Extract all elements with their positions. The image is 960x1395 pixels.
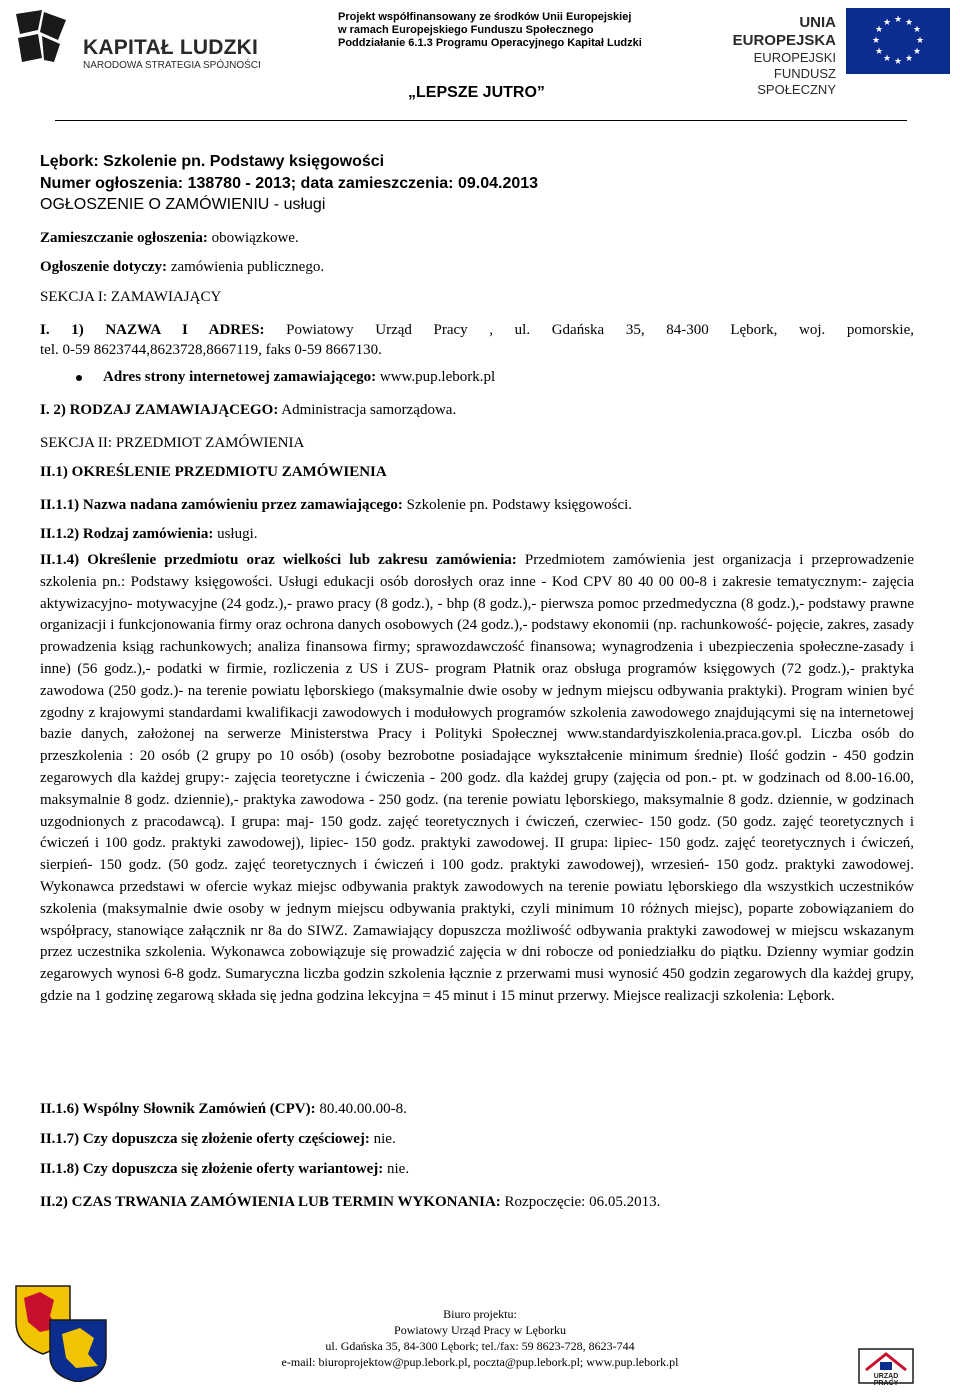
- order-duration-value: Rozpoczęcie: 06.05.2013.: [500, 1194, 661, 1210]
- notice-concerns-value: zamówienia publicznego.: [167, 259, 325, 275]
- order-name-value: Szkolenie pn. Podstawy księgowości.: [402, 497, 633, 513]
- pomorskie-coat-of-arms-icon: [10, 1282, 110, 1382]
- kapital-ludzki-subtitle: NARODOWA STRATEGIA SPÓJNOŚCI: [83, 60, 261, 71]
- variant-offers-value: nie.: [383, 1161, 410, 1177]
- posting-mandatory-value: obowiązkowe.: [207, 230, 299, 246]
- contracting-authority-name: [40, 322, 914, 339]
- website-label: Adres strony internetowej zamawiającego:: [103, 369, 377, 385]
- svg-text:★: ★: [904, 18, 914, 28]
- kapital-ludzki-emblem-icon: [8, 6, 72, 66]
- eu-logo-text: [700, 14, 836, 98]
- svg-text:★: ★: [912, 47, 922, 57]
- section-2-heading: SEKCJA II: PRZEDMIOT ZAMÓWIENIA: [40, 435, 305, 451]
- notice-type: OGŁOSZENIE O ZAMÓWIENIU - usługi: [40, 196, 326, 213]
- cpv-code-label: II.1.6) Wspólny Słownik Zamówień (CPV):: [40, 1101, 316, 1117]
- partial-offers-value: nie.: [369, 1131, 396, 1147]
- eu-line-2: EUROPEJSKI: [753, 50, 836, 65]
- bullet-dot-icon: [76, 375, 82, 381]
- notice-concerns: [40, 259, 324, 276]
- website-link[interactable]: www.pup.lebork.pl: [376, 369, 496, 385]
- order-name-label: II.1.1) Nazwa nadana zamówieniu przez zamawiającego:: [40, 497, 403, 513]
- svg-text:★: ★: [882, 54, 892, 64]
- svg-text:★: ★: [882, 18, 892, 28]
- svg-text:★: ★: [874, 47, 884, 57]
- notice-title: Lębork: Szkolenie pn. Podstawy księgowości: [40, 153, 385, 170]
- order-description-label: II.1.4) Określenie przedmiotu oraz wielkości lub zakresu zamówienia:: [40, 552, 517, 568]
- project-office-footer: [240, 1306, 720, 1370]
- order-name: [40, 497, 632, 514]
- notice-concerns-label: Ogłoszenie dotyczy:: [40, 259, 168, 275]
- cofinancing-line-2: w ramach Europejskiego Funduszu Społecznego: [338, 24, 594, 36]
- footer-line-4: e-mail: biuroprojektow@pup.lebork.pl, poczta@pup.lebork.pl; www.pup.lebork.pl: [281, 1355, 679, 1369]
- partial-offers: [40, 1131, 396, 1148]
- eu-line-3: FUNDUSZ SPOŁECZNY: [757, 66, 836, 97]
- order-kind-label: II.1.2) Rodzaj zamówienia:: [40, 526, 214, 542]
- section-1-heading: SEKCJA I: ZAMAWIAJĄCY: [40, 289, 222, 305]
- contracting-authority-type-label: I. 2) RODZAJ ZAMAWIAJĄCEGO:: [40, 402, 279, 418]
- contracting-authority-type: [40, 402, 456, 419]
- footer-line-1: Biuro projektu:: [443, 1307, 517, 1321]
- website-row: [103, 369, 495, 386]
- svg-text:★: ★: [912, 25, 922, 35]
- order-kind-value: usługi.: [213, 526, 258, 542]
- svg-text:★: ★: [893, 57, 903, 67]
- cofinancing-note: [338, 11, 642, 50]
- variant-offers: [40, 1161, 409, 1178]
- order-duration-label: II.2) CZAS TRWANIA ZAMÓWIENIA LUB TERMIN WYKONANIA:: [40, 1194, 501, 1210]
- svg-text:★: ★: [915, 36, 925, 46]
- cpv-code: [40, 1101, 407, 1118]
- partial-offers-label: II.1.7) Czy dopuszcza się złożenie oferty częściowej:: [40, 1131, 370, 1147]
- kapital-ludzki-logo: [8, 6, 308, 70]
- order-kind: [40, 526, 258, 543]
- section-2-1-heading: II.1) OKREŚLENIE PRZEDMIOTU ZAMÓWIENIA: [40, 464, 387, 480]
- variant-offers-label: II.1.8) Czy dopuszcza się złożenie oferty wariantowej:: [40, 1161, 384, 1177]
- notice-number: Numer ogłoszenia: 138780 - 2013; data zamieszczenia: 09.04.2013: [40, 175, 539, 192]
- order-description-value: Przedmiotem zamówienia jest organizacja i przeprowadzenie szkolenia pn.: Podstawy księgowości. Usługi edukacji osób dorosłych oraz inne - Kod CPV 80 40 00 00-8 i zakresie tematycznym:- zajęcia aktywizacyjno- motywacyjne (24 godz.),- prawo pracy (8 godz.), - bhp (8 godz.),- pierwsza pomoc przedmedyczna (8 godz.),- podstawy prawne organizacji i funkcjonowania firmy oraz ochrona danych osobowych (24 godz.),- podstawy ekonomii (np. rachunkowość- pojęcie, zakres, zasady prowadzenia ksiąg rachunkowych; analiza finansowa firmy; sprawozdawczość finansowa; wynagrodzenia i ubezpieczenia społeczne-zasady i inne) (56 godz.),- podatki w firmie, rozliczenia z US i ZUS- program Płatnik oraz obsługa programów księgowych (72 godz.),- praktyka zawodowa (250 godz.)- na terenie powiatu lęborskiego (maksymalnie dwie osoby w jednym miejscu odbywania praktyki). Program winien być zgodny z krajowymi standardami kwalifikacji zawodowych i modułowych programów szkolenia zawodowego znajdującymi się na internetowej bazie danych, założonej na serwerze Ministerstwa Pracy i Polityki Społecznej www.standardyiszkolenia.praca.gov.pl. Liczba osób do przeszkolenia : 20 osób (2 grupy po 10 osób) (osoby bezrobotne posiadające wykształcenie minimum średnie) Ilość godzin - 450 godzin zegarowych dla każdej grupy:- zajęcia teoretyczne i ćwiczenia - 200 godz. dla każdej grupy (zajęcia od pon.- pt. w godzinach od 8.00-16.00, maksymalnie 8 godz. dziennie),- praktyka zawodowa - 250 godz. (na terenie powiatu lęborskiego, maksymalnie 8 godz. dziennie, w godzinach uzgodnionych z pracodawcą). I grupa: maj- 150 godz. zajęć teoretycznych i ćwiczeń, czerwiec- 150 godz. (50 godz. zajęć teoretycznych i ćwiczeń i 100 godz. praktyki zawodowej), lipiec- 150 godz. praktyki zawodowej. II grupa: lipiec- 150 godz. zajęć teoretycznych i ćwiczeń, sierpień- 150 godz. (50 godz. zajęć teoretycznych i ćwiczeń i 100 godz. praktyki zawodowej), wrzesień- 150 godz. praktyki zawodowej. Wykonawca przedstawi w ofercie wykaz miejsc odbywania praktyk zawodowych na terenie powiatu lęborskiego dla wszystkich uczestników szkolenia (maksymalnie dwie osoby w jednym miejscu odbywania praktyki, czyli minimum 10 różnych miejsc), poparte zobowiązaniem do współpracy, stanowiące załącznik nr 8a do SIWZ. Zamawiający dopuszcza możliwość odbywania praktyki zawodowej w miejscu wskazanym przez uczestnika szkolenia. Wykonawca zobowiązuje się prowadzić zajęcia w dni robocze od poniedziałku do piątku. Dzienny wymiar godzin zegarowych wynosi 6-8 godz. Sumaryczna liczba godzin szkolenia łącznie z przerwami musi wynosić 450 godzin zegarowych dla każdej grupy, gdzie na 1 godzinę zegarową składa się jedna godzina lekcyjna = 45 minut i 15 minut przerwy. Miejsce realizacji szkolenia: Lębork.: [40, 552, 914, 1004]
- footer-line-2: Powiatowy Urząd Pracy w Lęborku: [394, 1323, 566, 1337]
- cpv-code-value: 80.40.00.00-8.: [315, 1101, 407, 1117]
- order-description: [40, 550, 914, 1008]
- contracting-authority-name-label: I. 1) NAZWA I ADRES:: [40, 322, 265, 338]
- contracting-authority-name-value: Powiatowy Urząd Pracy , ul. Gdańska 35, 84-300 Lębork, woj. pomorskie,: [286, 322, 914, 338]
- urzad-pracy-badge-label: URZĄD PRACY: [873, 1373, 899, 1387]
- kapital-ludzki-title: KAPITAŁ LUDZKI: [83, 36, 259, 59]
- eu-flag-icon: [846, 8, 950, 74]
- svg-text:★: ★: [893, 15, 903, 25]
- header-divider: [55, 120, 907, 121]
- contracting-authority-type-value: Administracja samorządowa.: [278, 402, 457, 418]
- contracting-authority-phone: tel. 0-59 8623744,8623728,8667119, faks 0-59 8667130.: [40, 342, 382, 358]
- motto: „LEPSZE JUTRO”: [408, 84, 545, 101]
- svg-text:★: ★: [874, 25, 884, 35]
- posting-mandatory-label: Zamieszczanie ogłoszenia:: [40, 230, 208, 246]
- eu-line-1: UNIA EUROPEJSKA: [732, 14, 836, 49]
- cofinancing-line-3: Poddziałanie 6.1.3 Programu Operacyjnego Kapitał Ludzki: [338, 37, 642, 49]
- svg-text:★: ★: [904, 54, 914, 64]
- cofinancing-line-1: Projekt współfinansowany ze środków Unii Europejskiej: [338, 11, 632, 23]
- svg-text:★: ★: [871, 36, 881, 46]
- posting-mandatory: [40, 230, 299, 247]
- order-duration: [40, 1194, 660, 1211]
- footer-line-3: ul. Gdańska 35, 84-300 Lębork; tel./fax: 59 8623-728, 8623-744: [325, 1339, 635, 1353]
